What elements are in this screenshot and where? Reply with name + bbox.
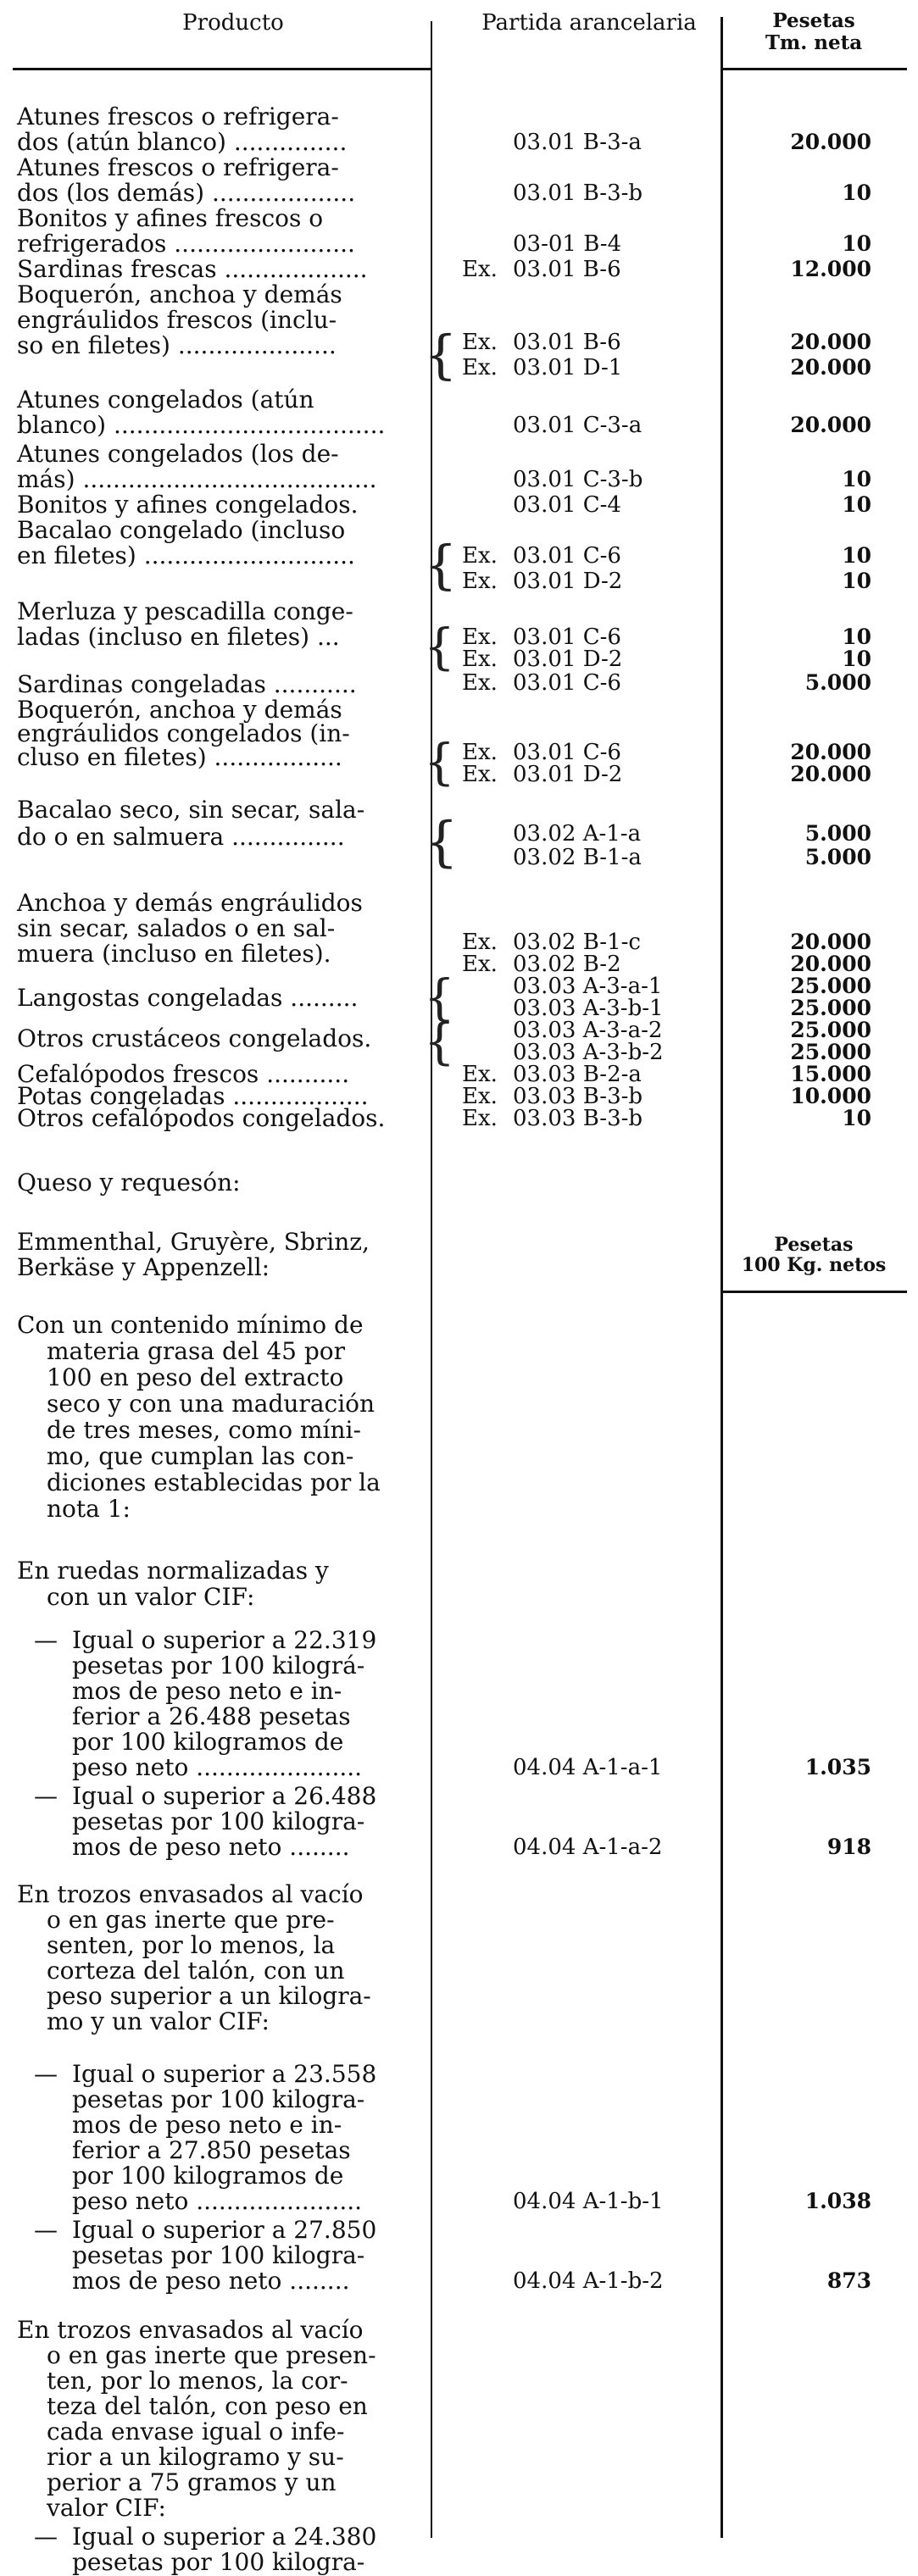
product-line: Igual o superior a 24.380 (72, 2523, 377, 2551)
tariff-code: 03.02 B-2 (513, 952, 621, 977)
bullet-dash: — (34, 2216, 58, 2244)
column-header-pesetas (720, 10, 907, 54)
product-line: Igual o superior a 26.488 (72, 1782, 377, 1810)
product-line: o en gas inerte que pre- (47, 1906, 335, 1934)
tariff-code: 03-01 B-4 (513, 231, 622, 257)
ex-marker: Ex. (462, 1084, 498, 1109)
product-line: En ruedas normalizadas y (17, 1557, 329, 1585)
tariff-code: 03.01 D-2 (513, 569, 623, 594)
tariff-code: 03.02 B-1-a (513, 845, 642, 870)
product-line: ten, por lo menos, la cor- (47, 2367, 348, 2395)
brace-mark: { (424, 733, 455, 791)
product-line: Atunes frescos o refrigera- (17, 103, 339, 130)
ex-marker: Ex. (462, 257, 498, 282)
product-line: mos de peso neto e in- (72, 2111, 342, 2139)
product-line: Anchoa y demás engráulidos (17, 889, 363, 917)
product-line: mo, que cumplan las con- (47, 1442, 354, 1470)
value-pesetas: 25.000 (790, 974, 871, 998)
tariff-code: 03.01 C-6 (513, 543, 621, 569)
ex-marker: Ex. (462, 330, 498, 355)
value-pesetas: 1.035 (804, 1755, 871, 1779)
tariff-code: 03.01 C-6 (513, 625, 621, 650)
tariff-code: 03.01 C-3-b (513, 467, 643, 492)
product-line: cluso en filetes) ................. (17, 743, 342, 771)
product-line: rior a un kilogramo y su- (47, 2443, 344, 2471)
product-line: Bonitos y afines congelados. (17, 491, 359, 519)
value-pesetas: 10 (842, 1106, 871, 1130)
product-line: muera (incluso en filetes). (17, 940, 331, 968)
product-line: peso neto ...................... (72, 2187, 363, 2215)
product-line: por 100 kilogramos de (72, 2162, 344, 2190)
product-line: por 100 kilogramos de (72, 1728, 344, 1756)
tariff-code: 03.03 A-3-a-2 (513, 1018, 663, 1043)
product-line: engráulidos congelados (in- (17, 719, 350, 747)
ex-marker: Ex. (462, 930, 498, 955)
product-line: dos (atún blanco) ............... (17, 128, 348, 156)
product-line: sin secar, salados o en sal- (17, 914, 336, 942)
ex-marker: Ex. (462, 1062, 498, 1087)
pesetas-unit: Pesetas (772, 9, 855, 32)
product-line: mos de peso neto ........ (72, 1833, 350, 1861)
ex-marker: Ex. (462, 625, 498, 650)
ex-marker: Ex. (462, 355, 498, 380)
product-line: más) ....................................... (17, 465, 377, 493)
product-line: mo y un valor CIF: (47, 2007, 270, 2035)
product-line: Igual o superior a 27.850 (72, 2216, 377, 2244)
product-line: Otros cefalópodos congelados. (17, 1104, 386, 1132)
brace-mark: { (424, 1013, 455, 1070)
tariff-code: 04.04 A-1-a-2 (513, 1835, 663, 1860)
product-line: Atunes frescos o refrigera- (17, 153, 339, 181)
tariff-code: 03.01 B-3-b (513, 180, 643, 206)
product-line: mos de peso neto ........ (72, 2267, 350, 2295)
value-pesetas: 918 (826, 1835, 871, 1859)
product-line: do o en salmuera ............... (17, 823, 345, 851)
product-line: blanco) .................................... (17, 411, 386, 439)
value-pesetas: 20.000 (790, 740, 871, 764)
product-line: Berkäse y Appenzell: (17, 1253, 270, 1281)
value-pesetas: 12.000 (790, 257, 871, 281)
value-pesetas: 20.000 (790, 355, 871, 380)
tariff-code: 03.01 C-6 (513, 670, 621, 696)
product-line: pesetas por 100 kilogra- (72, 2548, 365, 2576)
product-line: cada envase igual o infe- (47, 2418, 345, 2446)
product-line: 100 en peso del extracto (47, 1363, 344, 1391)
value-pesetas: 20.000 (790, 952, 871, 976)
product-line: valor CIF: (47, 2494, 166, 2522)
product-line: Otros crustáceos congelados. (17, 1024, 372, 1052)
product-line: teza del talón, con peso en (47, 2392, 368, 2420)
value-pesetas: 20.000 (790, 762, 871, 786)
product-line: Cefalópodos frescos ........... (17, 1060, 350, 1088)
ex-marker: Ex. (462, 569, 498, 594)
product-line: ferior a 26.488 pesetas (72, 1702, 351, 1730)
ex-marker: Ex. (462, 1106, 498, 1131)
value-pesetas: 10 (842, 231, 871, 256)
product-line: senten, por lo menos, la (47, 1931, 336, 1959)
unit-pesetas: Pesetas (774, 1234, 854, 1256)
header-rule-left (13, 68, 432, 70)
product-line: Potas congeladas .................. (17, 1082, 369, 1110)
tariff-code: 03.01 D-2 (513, 762, 623, 787)
value-pesetas: 25.000 (790, 1040, 871, 1064)
product-line: perior a 75 gramos y un (47, 2468, 337, 2496)
value-pesetas: 20.000 (790, 930, 871, 954)
bullet-dash: — (34, 1626, 58, 1654)
tariff-code: 03.03 A-3-b-2 (513, 1040, 664, 1065)
section-title-queso: Queso y requesón: (17, 1169, 241, 1196)
tariff-code: 04.04 A-1-a-1 (513, 1755, 663, 1780)
product-line: Bonitos y afines frescos o (17, 204, 324, 232)
tariff-code: 03.03 B-2-a (513, 1062, 642, 1087)
product-line: pesetas por 100 kilogra- (72, 1807, 365, 1835)
product-line: En trozos envasados al vacío (17, 1880, 364, 1908)
product-line: so en filetes) ..................... (17, 331, 337, 359)
value-pesetas: 20.000 (790, 413, 871, 437)
tariff-code: 03.01 B-6 (513, 330, 621, 355)
product-line: engráulidos frescos (inclu- (17, 306, 337, 334)
brace-mark: { (424, 324, 458, 386)
product-line: Bacalao seco, sin secar, sala- (17, 796, 365, 824)
brace-mark: { (424, 618, 455, 675)
product-line: Igual o superior a 23.558 (72, 2060, 377, 2088)
product-line: corteza del talón, con un (47, 1957, 345, 1985)
bullet-dash: — (34, 2060, 58, 2088)
value-pesetas: 10.000 (790, 1084, 871, 1108)
product-line: diciones establecidas por la (47, 1468, 381, 1496)
tariff-code: 03.03 B-3-b (513, 1106, 643, 1131)
tariff-code: 03.01 B-6 (513, 257, 621, 282)
product-line: nota 1: (47, 1495, 131, 1523)
product-line: Merluza y pescadilla conge- (17, 597, 353, 625)
tariff-code: 03.03 B-3-b (513, 1084, 643, 1109)
product-line: Con un contenido mínimo de (17, 1311, 364, 1339)
product-line: materia grasa del 45 por (47, 1337, 346, 1365)
product-line: Boquerón, anchoa y demás (17, 696, 342, 724)
value-pesetas: 5.000 (804, 845, 871, 869)
brace-mark: { (424, 969, 455, 1026)
product-line: seco y con una maduración (47, 1390, 376, 1418)
tariff-code: 04.04 A-1-b-2 (513, 2268, 664, 2294)
product-line: Atunes congelados (los de- (17, 440, 339, 468)
ex-marker: Ex. (462, 670, 498, 696)
tariff-code: 03.03 A-3-a-1 (513, 974, 663, 999)
bullet-dash: — (34, 1782, 58, 1810)
product-line: Bacalao congelado (incluso (17, 516, 346, 544)
value-pesetas: 10 (842, 492, 871, 517)
product-line: pesetas por 100 kilogra- (72, 2085, 365, 2113)
product-line: ladas (incluso en filetes) ... (17, 623, 340, 651)
value-pesetas: 5.000 (804, 821, 871, 846)
ex-marker: Ex. (462, 647, 498, 672)
product-line: peso neto ...................... (72, 1753, 363, 1781)
column-header-partida: Partida arancelaria (481, 10, 697, 36)
value-pesetas: 873 (826, 2268, 871, 2293)
product-line: En trozos envasados al vacío (17, 2316, 364, 2344)
product-line: dos (los demás) ................... (17, 179, 356, 207)
ex-marker: Ex. (462, 543, 498, 569)
brace-mark: { (424, 811, 459, 874)
value-pesetas: 10 (842, 647, 871, 671)
product-line: pesetas por 100 kilogra- (72, 2241, 365, 2269)
brace-mark: { (424, 534, 458, 596)
product-line: Atunes congelados (atún (17, 386, 314, 414)
tariff-code: 03.02 A-1-a (513, 821, 642, 847)
value-pesetas: 20.000 (790, 330, 871, 354)
header-rule-right (720, 68, 907, 70)
ex-marker: Ex. (462, 952, 498, 977)
product-line: Sardinas frescas ................... (17, 255, 368, 283)
bullet-dash: — (34, 2523, 58, 2551)
tariff-code: 03.01 C-4 (513, 492, 621, 518)
value-pesetas: 10 (842, 180, 871, 205)
product-line: pesetas por 100 kilográ- (72, 1652, 365, 1679)
value-pesetas: 10 (842, 625, 871, 649)
product-line: Sardinas congeladas ........... (17, 670, 357, 698)
product-line: Emmenthal, Gruyère, Sbrinz, (17, 1228, 370, 1256)
product-line: con un valor CIF: (47, 1583, 255, 1611)
value-pesetas: 10 (842, 543, 871, 568)
value-pesetas: 5.000 (804, 670, 871, 695)
tariff-code: 03.03 A-3-b-1 (513, 996, 664, 1021)
product-line: mos de peso neto e in- (72, 1677, 342, 1705)
tariff-code: 03.01 B-3-a (513, 130, 642, 155)
queso-unit-rule (720, 1291, 907, 1293)
pesetas-unit-sub: Tm. neta (765, 31, 863, 54)
value-pesetas: 20.000 (790, 130, 871, 154)
product-line: refrigerados ........................ (17, 230, 355, 258)
product-line: o en gas inerte que presen- (47, 2341, 376, 2369)
product-line: Langostas congeladas ......... (17, 984, 359, 1012)
value-pesetas: 10 (842, 569, 871, 593)
product-line: Boquerón, anchoa y demás (17, 280, 342, 308)
tariff-code: 04.04 A-1-b-1 (513, 2189, 664, 2214)
product-line: de tres meses, como míni- (47, 1416, 361, 1444)
column-header-producto: Producto (182, 10, 284, 36)
tariff-code: 03.01 C-3-a (513, 413, 643, 438)
tariff-code: 03.01 D-1 (513, 355, 623, 380)
tariff-code: 03.01 D-2 (513, 647, 623, 672)
product-line: peso superior a un kilogra- (47, 1982, 371, 2010)
product-line: Igual o superior a 22.319 (72, 1626, 377, 1654)
product-line: ferior a 27.850 pesetas (72, 2136, 351, 2164)
column-divider-value (720, 17, 723, 2538)
ex-marker: Ex. (462, 740, 498, 765)
ex-marker: Ex. (462, 762, 498, 787)
unit-100kg: 100 Kg. netos (741, 1254, 887, 1276)
value-pesetas: 10 (842, 467, 871, 491)
value-pesetas: 1.038 (804, 2189, 871, 2213)
tariff-code: 03.01 C-6 (513, 740, 621, 765)
value-pesetas: 15.000 (790, 1062, 871, 1086)
value-pesetas: 25.000 (790, 996, 871, 1020)
value-pesetas: 25.000 (790, 1018, 871, 1042)
product-line: en filetes) ............................ (17, 541, 355, 569)
tariff-code: 03.02 B-1-c (513, 930, 641, 955)
